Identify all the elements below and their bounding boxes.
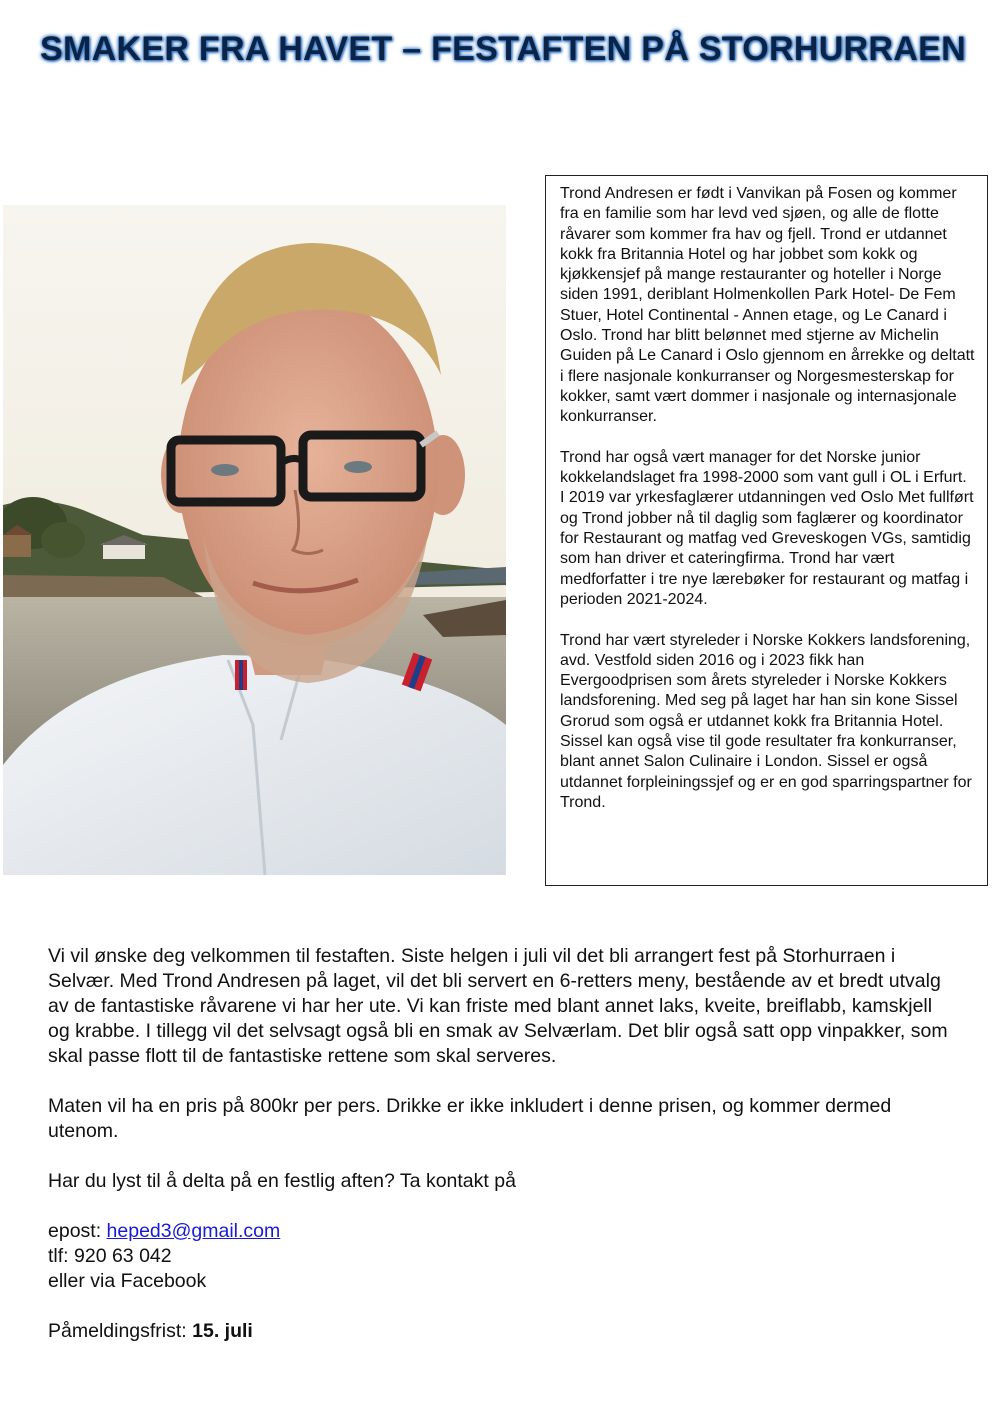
- intro-paragraph: Vi vil ønske deg velkommen til festaften. Siste helgen i juli vil det bli arrangert fest på Storhurraen i Selvær. Med Trond Andresen på laget, vil det bli servert en 6-retters meny, bestående av et bredt utvalg av de fantastiske råvarene vi har her ute. Vi kan friste med blant annet laks, kveite, breiflabb, kamskjell og krabbe. I tillegg vil det selvsagt også bli en smak av Selværlam. Det blir også satt opp vinpakker, som skal passe flott til de fantastiske rettene som skal serveres.: [48, 945, 948, 1067]
- chef-bio-box: [545, 175, 988, 886]
- bio-paragraph: Trond har vært styreleder i Norske Kokkers landsforening, avd. Vestfold siden 2016 og i 2023 fikk han Evergoodprisen som årets styreleder i Norske Kokkers landsforening. Med seg på laget har han sin kone Sissel Grorud som også er utdannet kokk fra Britannia Hotel. Sissel kan også vise til gode resultater fra konkurranser, blant annet Salon Culinaire i London. Sissel er også utdannet forpleiningssjef og er en god sparringspartner for Trond.: [560, 631, 972, 811]
- deadline-label: Påmeldingsfrist:: [48, 1320, 193, 1342]
- contact-block: [48, 1219, 948, 1294]
- bio-paragraph: Trond Andresen er født i Vanvikan på Fosen og kommer fra en familie som har levd ved sjøen, og alle de flotte råvarer som kommer fra hav og fjell. Trond er utdannet kokk fra Britannia Hotel og har jobbet som kokk og kjøkkensjef på mange restauranter og hoteller i Norge siden 1991, deriblant Holmenkollen Park Hotel- De Fem Stuer, Hotel Continental - Annen etage, og Le Canard i Oslo. Trond har blitt belønnet med stjerne av Michelin Guiden på Le Canard i Oslo gjennom en årrekke og deltatt i flere nasjonale konkurranser og Norgesmesterskap for kokker, samt vært dommer i nasjonale og internasjonale konkurranser.: [560, 185, 975, 426]
- cta-paragraph: Har du lyst til å delta på en festlig aften? Ta kontakt på: [48, 1170, 516, 1192]
- deadline-value: 15. juli: [192, 1320, 253, 1342]
- page-title: SMAKER FRA HAVET – FESTAFTEN PÅ STORHURRAEN: [40, 30, 966, 68]
- email-link[interactable]: heped3@gmail.com: [106, 1220, 281, 1242]
- email-line: [48, 1219, 948, 1244]
- chef-portrait-photo: [3, 205, 506, 875]
- price-paragraph: Maten vil ha en pris på 800kr per pers. Drikke er ikke inkludert i denne prisen, og kommer dermed utenom.: [48, 1095, 892, 1142]
- email-label: epost:: [48, 1220, 107, 1242]
- invitation-text: [48, 944, 948, 1369]
- facebook-line: eller via Facebook: [48, 1270, 207, 1292]
- phone-line: tlf: 920 63 042: [48, 1245, 172, 1267]
- deadline-line: [48, 1319, 948, 1344]
- bio-paragraph: Trond har også vært manager for det Norske junior kokkelandslaget fra 1998-2000 som vant gull i OL i Erfurt. I 2019 var yrkesfaglærer utdanningen ved Oslo Met fullført og Trond jobber nå til daglig som faglærer og koordinator for Restaurant og matfag ved Greveskogen VGs, samtidig som han driver et cateringfirma. Trond har vært medforfatter i tre nye lærebøker for restaurant og matfag i perioden 2021-2024.: [560, 448, 974, 608]
